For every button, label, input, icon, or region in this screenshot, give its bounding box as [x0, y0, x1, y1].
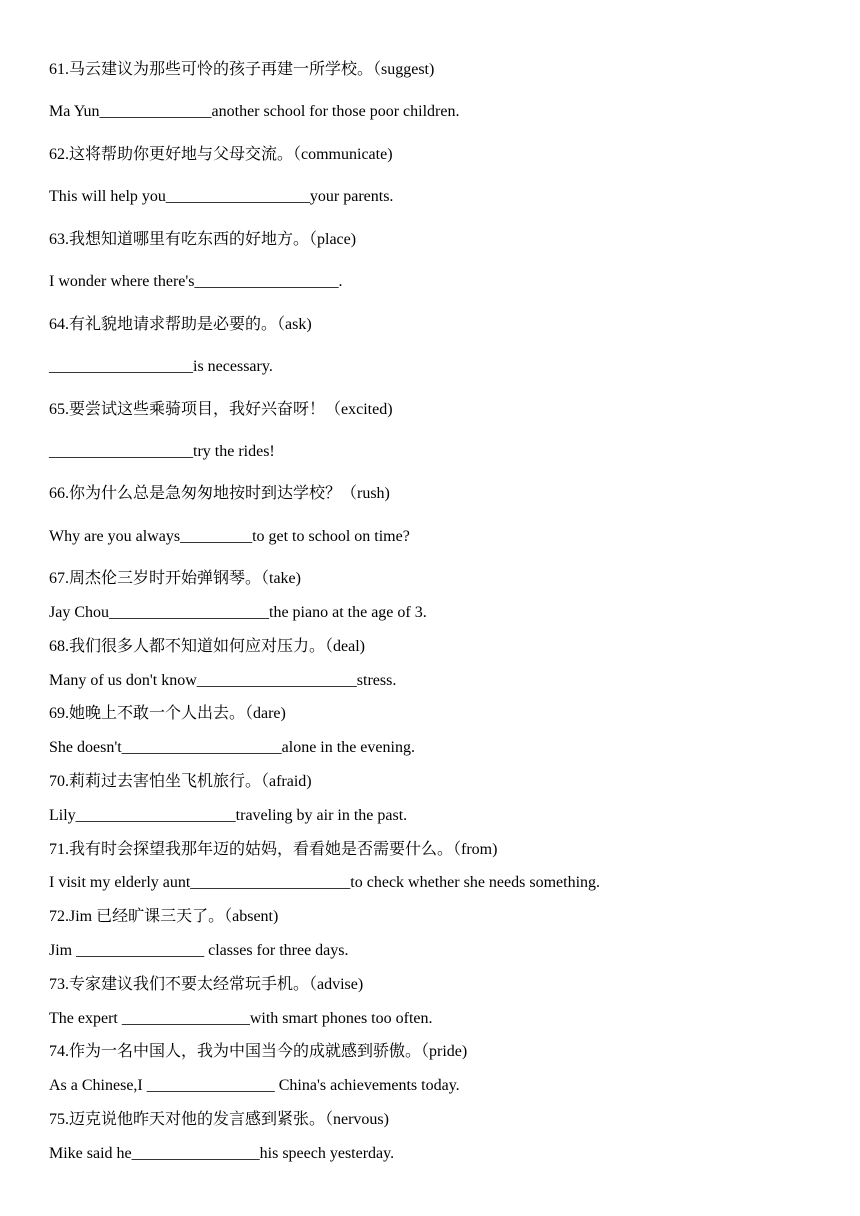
- question-68-prompt: 68.我们很多人都不知道如何应对压力。（deal): [49, 638, 365, 655]
- question-63-prompt: 63.我想知道哪里有吃东西的好地方。（place): [49, 231, 357, 248]
- question-63-sentence: I wonder where there's__________________.: [49, 273, 343, 290]
- question-61-prompt: 61.马云建议为那些可怜的孩子再建一所学校。（suggest): [49, 61, 435, 78]
- question-69-prompt: 69.她晚上不敢一个人出去。（dare): [49, 705, 286, 722]
- question-70-prompt: 70.莉莉过去害怕坐飞机旅行。（afraid): [49, 773, 312, 790]
- question-69-sentence: She doesn't____________________alone in the evening.: [49, 739, 415, 756]
- question-68-sentence: Many of us don't know____________________stress.: [49, 672, 397, 689]
- question-72-prompt: 72.Jim 已经旷课三天了。（absent): [49, 908, 279, 925]
- question-73-prompt: 73.专家建议我们不要太经常玩手机。（advise): [49, 976, 364, 993]
- question-74-prompt: 74.作为一名中国人，我为中国当今的成就感到骄傲。（pride): [49, 1043, 468, 1060]
- question-62-prompt: 62.这将帮助你更好地与父母交流。（communicate): [49, 146, 393, 163]
- question-71-sentence: I visit my elderly aunt____________________to check whether she needs something.: [49, 874, 601, 891]
- question-64-sentence: __________________is necessary.: [49, 358, 273, 375]
- question-71-prompt: 71.我有时会探望我那年迈的姑妈，看看她是否需要什么。（from): [49, 841, 498, 858]
- question-62-sentence: This will help you__________________your parents.: [49, 188, 394, 205]
- question-61-sentence: Ma Yun______________another school for those poor children.: [49, 103, 460, 120]
- question-74-sentence: As a Chinese,I ________________ China's achievements today.: [49, 1077, 460, 1094]
- question-75-sentence: Mike said he________________his speech yesterday.: [49, 1145, 395, 1162]
- question-70-sentence: Lily____________________traveling by air in the past.: [49, 807, 408, 824]
- question-75-prompt: 75.迈克说他昨天对他的发言感到紧张。（nervous): [49, 1111, 389, 1128]
- question-65-sentence: __________________try the rides!: [49, 443, 275, 460]
- question-64-prompt: 64.有礼貌地请求帮助是必要的。（ask): [49, 316, 312, 333]
- question-66-prompt: 66.你为什么总是急匆匆地按时到达学校？（rush): [49, 485, 390, 502]
- question-73-sentence: The expert ________________with smart phones too often.: [49, 1010, 433, 1027]
- question-67-sentence: Jay Chou____________________the piano at the age of 3.: [49, 604, 427, 621]
- question-72-sentence: Jim ________________ classes for three days.: [49, 942, 349, 959]
- question-65-prompt: 65.要尝试这些乘骑项目，我好兴奋呀！（excited): [49, 401, 393, 418]
- question-67-prompt: 67.周杰伦三岁时开始弹钢琴。（take): [49, 570, 301, 587]
- question-66-sentence: Why are you always_________to get to school on time?: [49, 528, 410, 545]
